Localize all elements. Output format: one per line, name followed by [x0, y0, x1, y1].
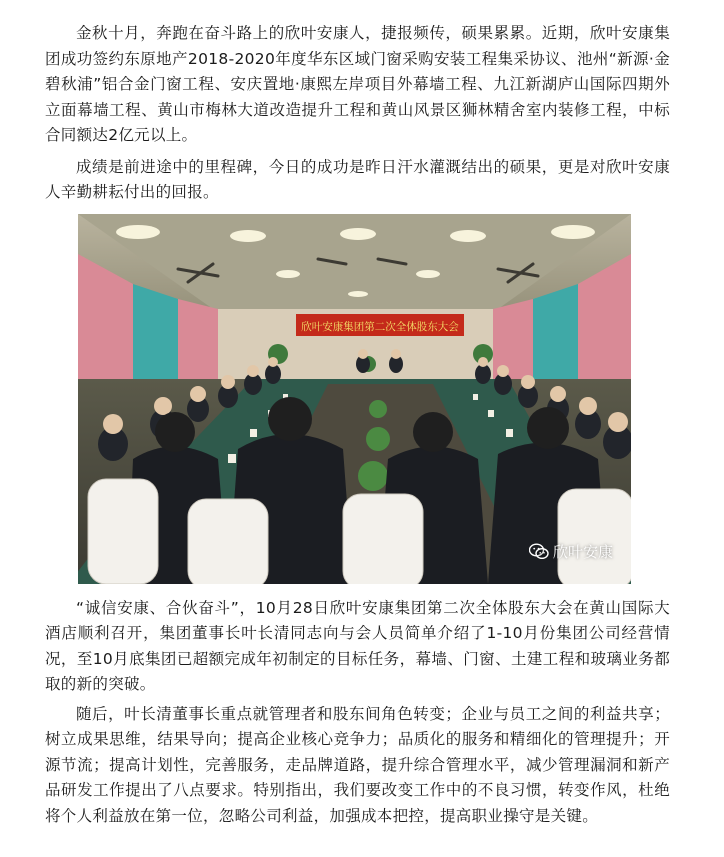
article-paragraph-4: 随后，叶长清董事长重点就管理者和股东间角色转变；企业与员工之间的利益共享；树立成果思维，结果导向；提高企业核心竞争力；品质化的服务和精细化的管理提升；开源节流；提高计划性，完善服务，走品牌道路，提升综合管理水平，减少管理漏洞和新产品研发工作提出了八点要求。特别指出，我们要改变工作中的不良习惯，转变作风，杜绝将个人利益放在第一位，忽略公司利益，加强成本把控，提高职业操守是关键。: [45, 704, 670, 825]
wechat-watermark: [529, 541, 613, 562]
watermark-text: 欣叶安康: [552, 542, 613, 561]
article-paragraph-3: “诚信安康、合伙奋斗”，10月28日欣叶安康集团第二次全体股东大会在黄山国际大酒店顺利召开，集团董事长叶长清同志向与会人员简单介绍了1-10月份集团公司经营情况，至10月底集团已超额完成年初制定的目标任务，幕墙、门窗、土建工程和玻璃业务都取的新的突破。: [45, 598, 670, 693]
article-paragraph-1: 金秋十月，奔跑在奋斗路上的欣叶安康人，捷报频传，硕果累累。近期，欣叶安康集团成功签约东原地产2018-2020年度华东区域门窗采购安装工程集采协议、池州“新源·金碧秋浦”铝合金门窗工程、安庆置地·康熙左岸项目外幕墙工程、九江新湖庐山国际四期外立面幕墙工程、黄山市梅林大道改造提升工程和黄山风景区狮林精舍室内装修工程，中标合同额达2亿元以上。: [45, 24, 670, 144]
article-paragraph-2: 成绩是前进途中的里程碑，今日的成功是昨日汗水灌溉结出的硕果，更是对欣叶安康人辛勤耕耘付出的回报。: [45, 157, 670, 201]
wechat-icon: [529, 543, 549, 560]
meeting-banner-text: 欣叶安康集团第二次全体股东大会: [301, 320, 459, 333]
meeting-scene-illustration: [78, 214, 631, 584]
article: [45, 0, 670, 829]
meeting-photo: [78, 214, 631, 584]
